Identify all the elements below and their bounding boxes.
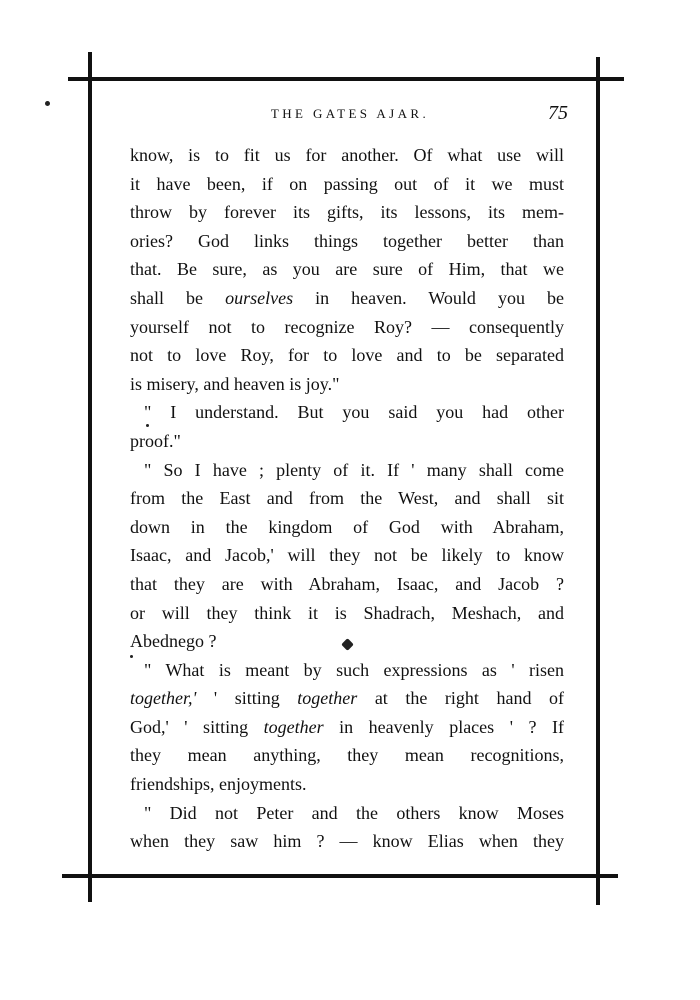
top-border-rule — [68, 77, 624, 81]
bottom-border-rule — [62, 874, 618, 878]
text-line: that. Be sure, as you are sure of Him, that we — [130, 259, 564, 280]
right-border-rule — [596, 57, 600, 905]
text-line: when they saw him ? — know Elias when they — [130, 831, 564, 852]
text-line: not to love Roy, for to love and to be separated — [130, 345, 564, 366]
text-line: together,' ' sitting together at the right hand of — [130, 688, 564, 709]
running-head: THE GATES AJAR. — [270, 106, 430, 121]
ink-speck — [45, 101, 50, 106]
text-line: or will they think it is Shadrach, Meshach, and — [130, 602, 564, 623]
left-border-rule — [88, 52, 92, 902]
text-line: from the East and from the West, and shall sit — [130, 488, 564, 509]
text-line: " So I have ; plenty of it. If ' many shall come — [144, 459, 564, 480]
text-line: that they are with Abraham, Isaac, and Jacob ? — [130, 573, 564, 594]
text-line: Abednego ? — [130, 631, 217, 652]
text-line: " I understand. But you said you had other — [144, 402, 564, 423]
text-line: Isaac, and Jacob,' will they not be likely to know — [130, 545, 564, 566]
paragraph — [130, 456, 564, 656]
paragraph — [130, 656, 564, 799]
page-header — [130, 104, 570, 128]
body-text — [130, 141, 564, 856]
text-line: yourself not to recognize Roy? — consequently — [130, 316, 564, 337]
text-line: " What is meant by such expressions as ' risen — [144, 659, 564, 680]
text-line: ories? God links things together better than — [130, 230, 564, 251]
text-line: is misery, and heaven is joy." — [130, 373, 340, 394]
text-line: proof." — [130, 430, 181, 451]
page-number: 75 — [548, 102, 568, 124]
text-line: shall be ourselves in heaven. Would you be — [130, 287, 564, 308]
paragraph — [130, 398, 564, 455]
text-line: it have been, if on passing out of it we must — [130, 173, 564, 194]
text-line: " Did not Peter and the others know Moses — [144, 802, 564, 823]
text-line: God,' ' sitting together in heavenly places ' ? If — [130, 716, 564, 737]
text-line: down in the kingdom of God with Abraham, — [130, 516, 564, 537]
paragraph — [130, 799, 564, 856]
text-line: friendships, enjoyments. — [130, 774, 307, 795]
paragraph — [130, 141, 564, 398]
text-line: throw by forever its gifts, its lessons, its mem- — [130, 202, 564, 223]
text-line: know, is to fit us for another. Of what use will — [130, 145, 564, 165]
text-line: they mean anything, they mean recognitions, — [130, 745, 564, 766]
